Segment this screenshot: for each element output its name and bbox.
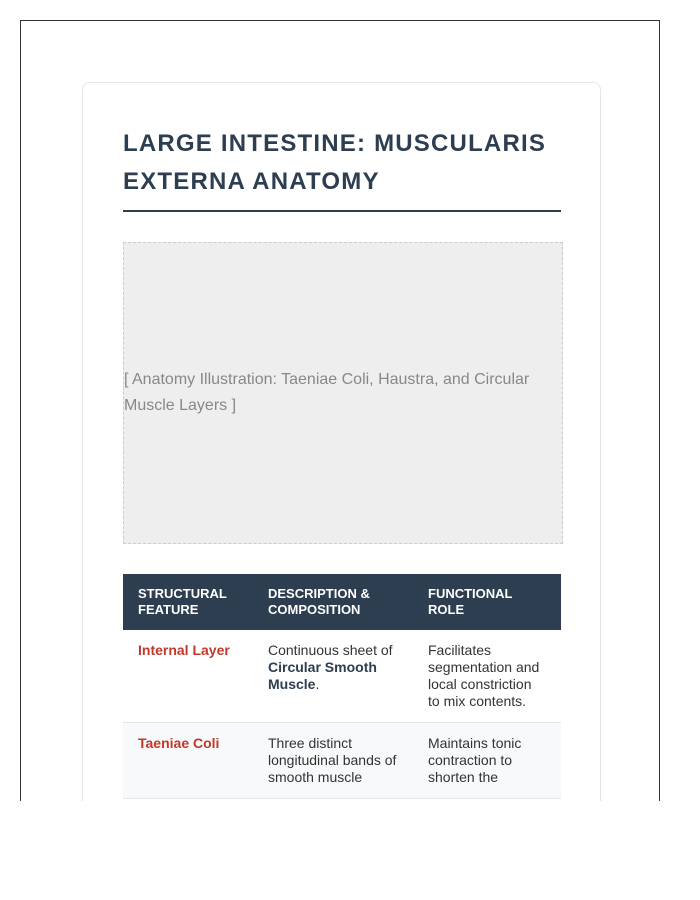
description-emphasis: Circular Smooth Muscle (268, 659, 377, 692)
role-text: Facilitates segmentation and local constriction to mix contents. (428, 642, 540, 709)
title-divider (123, 210, 561, 212)
feature-cell (123, 723, 253, 799)
column-header-feature: STRUCTURAL FEATURE (123, 574, 253, 630)
feature-label: Internal Layer (138, 642, 230, 658)
table-row (123, 630, 561, 723)
role-cell (413, 630, 561, 723)
column-header-role: FUNCTIONAL ROLE (413, 574, 561, 630)
table-header-row (123, 574, 561, 630)
illustration-placeholder (123, 242, 563, 544)
column-header-description: DESCRIPTION & COMPOSITION (253, 574, 413, 630)
role-cell (413, 723, 561, 799)
description-cell (253, 723, 413, 799)
description-text: Three distinct longitudinal bands of smooth muscle (268, 735, 397, 785)
description-cell (253, 630, 413, 723)
feature-cell (123, 630, 253, 723)
anatomy-table (123, 574, 561, 799)
feature-label: Taeniae Coli (138, 735, 220, 751)
description-text: Continuous sheet of (268, 642, 393, 658)
page-title: LARGE INTESTINE: MUSCULARIS EXTERNA ANATOMY (123, 130, 547, 195)
content-card (82, 82, 601, 801)
illustration-caption: [ Anatomy Illustration: Taeniae Coli, Haustra, and Circular Muscle Layers ] (124, 371, 530, 414)
page-frame (20, 20, 660, 801)
description-suffix: . (315, 676, 320, 692)
role-text: Maintains tonic contraction to shorten the (428, 735, 522, 785)
table-row (123, 723, 561, 799)
